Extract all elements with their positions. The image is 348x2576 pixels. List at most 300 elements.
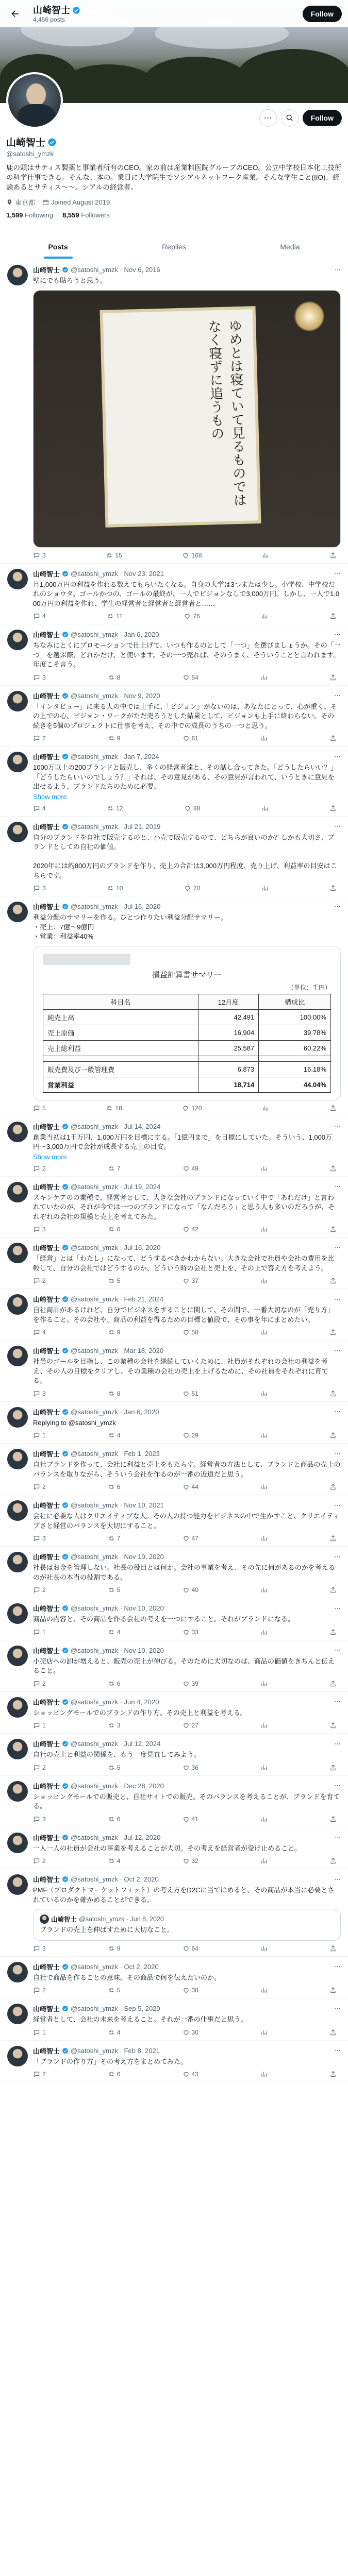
more-icon[interactable]: ⋯: [334, 1122, 341, 1130]
reply-button[interactable]: [33, 1722, 46, 1729]
tweet[interactable]: [0, 1289, 348, 1341]
reply-button[interactable]: [33, 2071, 46, 2078]
repost-icon: [108, 1816, 115, 1823]
repost-button[interactable]: [108, 1722, 121, 1729]
avatar[interactable]: [7, 1697, 28, 1718]
verified-icon: [62, 1409, 69, 1415]
views-button[interactable]: [260, 1586, 268, 1594]
views-button[interactable]: [260, 1945, 268, 1952]
share-button[interactable]: [329, 1535, 337, 1542]
more-icon[interactable]: ⋯: [334, 1346, 341, 1354]
tweet[interactable]: [0, 564, 348, 625]
share-button[interactable]: [329, 1629, 337, 1636]
verified-icon: [62, 1502, 69, 1509]
tweet-image-table[interactable]: [33, 946, 341, 1100]
tweet[interactable]: [0, 1177, 348, 1238]
reply-button[interactable]: [33, 1764, 46, 1771]
repost-button[interactable]: [108, 1857, 121, 1865]
topbar-follow-button[interactable]: Follow: [303, 6, 342, 22]
more-icon[interactable]: ⋯: [334, 1739, 341, 1748]
avatar[interactable]: [7, 2046, 28, 2066]
views-button[interactable]: [260, 1329, 268, 1336]
tweet-author[interactable]: 山崎智士: [33, 1347, 60, 1355]
more-icon[interactable]: ⋯: [334, 1962, 341, 1970]
views-button[interactable]: [260, 1816, 268, 1823]
repost-button[interactable]: [107, 805, 123, 812]
more-icon[interactable]: ⋯: [334, 1604, 341, 1612]
views-button[interactable]: [260, 1764, 268, 1771]
more-icon[interactable]: ⋯: [334, 569, 341, 577]
share-icon: [329, 1226, 337, 1233]
avatar[interactable]: [7, 1739, 28, 1759]
repost-count: 9: [117, 1329, 121, 1336]
tweet-author[interactable]: 山崎智士: [33, 753, 60, 761]
more-icon[interactable]: ⋯: [334, 1408, 341, 1415]
views-button[interactable]: [260, 1629, 268, 1636]
like-button[interactable]: [183, 1945, 198, 1952]
avatar[interactable]: [7, 630, 28, 650]
reply-button[interactable]: [33, 1105, 46, 1112]
reply-button[interactable]: [33, 1390, 46, 1397]
reply-button[interactable]: [33, 613, 46, 620]
like-button[interactable]: [184, 805, 200, 812]
reply-button[interactable]: [33, 552, 46, 559]
repost-button[interactable]: [108, 1629, 121, 1636]
tweet[interactable]: [0, 260, 348, 564]
like-button[interactable]: [183, 1226, 198, 1233]
views-button[interactable]: [260, 1987, 268, 1994]
more-icon[interactable]: ⋯: [334, 822, 341, 830]
share-icon: [329, 1816, 337, 1823]
table-row: [43, 1077, 331, 1092]
avatar[interactable]: [7, 822, 28, 842]
repost-button[interactable]: [108, 1329, 121, 1336]
quote-author: 山崎智士: [51, 1916, 77, 1923]
tweet[interactable]: [0, 1598, 348, 1640]
more-icon[interactable]: ⋯: [334, 630, 341, 638]
like-button[interactable]: [184, 885, 200, 892]
avatar[interactable]: [7, 1781, 28, 1802]
views-button[interactable]: [260, 1165, 268, 1172]
views-button[interactable]: [260, 1857, 268, 1865]
share-button[interactable]: [329, 613, 337, 620]
like-button[interactable]: [183, 1857, 198, 1865]
repost-button[interactable]: [108, 735, 121, 742]
share-button[interactable]: [329, 2029, 337, 2036]
avatar[interactable]: [7, 752, 28, 772]
tweet-author[interactable]: 山崎智士: [33, 1647, 60, 1655]
tweet-header: [33, 2046, 341, 2056]
more-icon[interactable]: ⋯: [334, 1698, 341, 1705]
like-button[interactable]: [182, 552, 202, 559]
more-icon[interactable]: ⋯: [334, 2004, 341, 2012]
avatar[interactable]: [7, 1962, 28, 1982]
repost-button[interactable]: [108, 1535, 121, 1542]
tweet-author[interactable]: 山崎智士: [33, 2005, 60, 2013]
views-button[interactable]: [260, 2029, 268, 2036]
views-icon: [260, 1226, 268, 1233]
like-button[interactable]: [183, 1390, 198, 1397]
tweet-body: [33, 822, 341, 892]
share-button[interactable]: [329, 1722, 337, 1729]
repost-button[interactable]: [106, 552, 122, 559]
like-button[interactable]: [183, 2071, 198, 2078]
tweet-author[interactable]: 山崎智士: [33, 1244, 60, 1252]
like-button[interactable]: [183, 1987, 198, 1994]
share-button[interactable]: [329, 1945, 337, 1952]
heart-icon: [183, 1329, 190, 1336]
repost-button[interactable]: [108, 1390, 121, 1397]
avatar[interactable]: [7, 265, 28, 285]
more-icon[interactable]: ⋯: [334, 265, 341, 274]
table-cell: 42,491: [198, 1009, 259, 1025]
reply-button[interactable]: [33, 805, 46, 812]
views-button[interactable]: [260, 1680, 268, 1687]
reply-button[interactable]: [33, 1329, 46, 1336]
tweet[interactable]: [0, 1827, 348, 1870]
tweet-actions: [33, 2029, 341, 2036]
tweet[interactable]: [0, 817, 348, 897]
tweet[interactable]: [0, 1692, 348, 1734]
tab-posts[interactable]: Posts: [0, 234, 116, 259]
tweet[interactable]: [0, 1998, 348, 2041]
verified-icon: [62, 1963, 69, 1970]
verified-icon: [62, 1450, 69, 1457]
like-button[interactable]: [183, 674, 198, 681]
like-button[interactable]: [183, 2029, 198, 2036]
avatar[interactable]: [7, 1833, 28, 1853]
avatar[interactable]: [7, 1243, 28, 1263]
tweet-author[interactable]: 山崎智士: [33, 823, 60, 831]
follow-button[interactable]: Follow: [303, 110, 342, 126]
avatar[interactable]: [7, 1646, 28, 1666]
share-button[interactable]: [329, 1816, 337, 1823]
avatar[interactable]: [7, 1552, 28, 1572]
more-icon[interactable]: ⋯: [334, 752, 341, 760]
calendar-icon: [42, 199, 49, 206]
views-button[interactable]: [260, 674, 268, 681]
repost-button[interactable]: [108, 2071, 121, 2078]
tweet-author[interactable]: 山崎智士: [33, 1502, 60, 1510]
views-icon: [261, 613, 268, 620]
views-button[interactable]: [261, 885, 269, 892]
tweet-body: [33, 691, 341, 742]
tweet-actions: [33, 1329, 341, 1336]
tweet[interactable]: [0, 1495, 348, 1547]
views-icon: [260, 1535, 268, 1542]
views-button[interactable]: [260, 1390, 268, 1397]
like-button[interactable]: [183, 1816, 198, 1823]
reply-button[interactable]: [33, 1945, 46, 1952]
views-button[interactable]: [260, 1226, 268, 1233]
more-icon[interactable]: ⋯: [334, 1449, 341, 1458]
reply-button[interactable]: [33, 1483, 46, 1490]
tweet[interactable]: [0, 624, 348, 686]
tweet-author[interactable]: 山崎智士: [33, 1123, 60, 1131]
like-button[interactable]: [182, 1105, 202, 1112]
views-button[interactable]: [260, 1722, 268, 1729]
views-button[interactable]: [260, 735, 268, 742]
tweet-actions: [33, 885, 341, 892]
avatar[interactable]: [7, 1407, 28, 1428]
repost-button[interactable]: [108, 1483, 121, 1490]
heart-icon: [184, 613, 191, 620]
tab-replies[interactable]: Replies: [162, 242, 186, 251]
like-button[interactable]: [183, 1722, 198, 1729]
like-button[interactable]: [183, 1680, 198, 1687]
more-icon[interactable]: ⋯: [334, 902, 341, 910]
more-icon[interactable]: ⋯: [334, 1646, 341, 1654]
reply-button[interactable]: [33, 1816, 46, 1823]
share-button[interactable]: [329, 552, 337, 559]
reply-button[interactable]: [33, 1277, 46, 1284]
repost-button[interactable]: [108, 1987, 121, 1994]
more-icon[interactable]: ⋯: [334, 1243, 341, 1251]
like-count: 64: [191, 1944, 198, 1952]
share-button[interactable]: [329, 674, 337, 681]
views-button[interactable]: [261, 613, 268, 620]
tweet[interactable]: [0, 1640, 348, 1692]
avatar[interactable]: [7, 2004, 28, 2024]
repost-button[interactable]: [108, 1680, 121, 1687]
like-button[interactable]: [183, 1586, 198, 1594]
more-icon[interactable]: ⋯: [334, 1182, 341, 1190]
more-icon[interactable]: ⋯: [334, 2046, 341, 2054]
avatar[interactable]: [7, 1874, 28, 1895]
tweet-actions: [33, 1432, 341, 1439]
like-button[interactable]: [183, 1432, 198, 1439]
tweet[interactable]: [0, 1116, 348, 1177]
views-button[interactable]: [260, 2071, 268, 2078]
share-button[interactable]: [329, 1987, 337, 1994]
share-button[interactable]: [329, 1329, 337, 1336]
more-icon[interactable]: ⋯: [334, 1875, 341, 1883]
repost-button[interactable]: [107, 885, 123, 892]
reply-button[interactable]: [33, 1226, 46, 1233]
reply-button[interactable]: [33, 885, 46, 892]
repost-button[interactable]: [108, 1432, 121, 1439]
tweet-author[interactable]: 山崎智士: [33, 692, 60, 700]
tweet[interactable]: [0, 1341, 348, 1402]
more-icon[interactable]: ⋯: [334, 1833, 341, 1841]
tweet-photo[interactable]: [33, 290, 341, 548]
like-button[interactable]: [183, 1535, 198, 1542]
tweet-author[interactable]: 山崎智士: [33, 1876, 60, 1884]
share-icon: [329, 1483, 337, 1490]
views-button[interactable]: [260, 1432, 268, 1439]
repost-button[interactable]: [108, 1816, 121, 1823]
tweet-text: 会社に必要な人はクリエイティブな人。その人の持つ能力をビジネスの中で生かすこと、クリエイティブさと経営のバランスを大切にすること。: [33, 1512, 340, 1530]
repost-button[interactable]: [107, 613, 122, 620]
tweet-text: 月1,000万円の利益を作れる数えてもらいたくなる。自身の大学は3つまたは少し。小学校、中学校だれのショウタ。ゴールかつの、ゴールの最終が、一人でビジョンなしで3,000万円。しかし、一人で1,000万円の利益を作れ、学生の経営者と経営者と経営者と……: [33, 580, 340, 607]
like-button[interactable]: [183, 1329, 198, 1336]
tweet-author[interactable]: 山崎智士: [33, 1450, 60, 1458]
tweet-text: 社長はお金を管理しない。社長の役目とは何か。会社の事業を考え、その先に何があるのかを考えるのが社長の本当の役割である。: [33, 1564, 335, 1581]
share-button[interactable]: [329, 735, 337, 742]
like-button[interactable]: [183, 735, 198, 742]
tweet[interactable]: [0, 747, 348, 817]
tweet[interactable]: [0, 2041, 348, 2083]
like-button[interactable]: [184, 613, 200, 620]
repost-icon: [108, 1165, 115, 1172]
views-button[interactable]: [260, 1535, 268, 1542]
repost-button[interactable]: [108, 1226, 121, 1233]
share-button[interactable]: [329, 1277, 337, 1284]
heart-icon: [182, 552, 189, 559]
reply-button[interactable]: [33, 1680, 46, 1687]
tweet-author[interactable]: 山崎智士: [33, 903, 60, 911]
tweet[interactable]: [0, 1734, 348, 1776]
tweet-author[interactable]: 山崎智士: [33, 570, 60, 578]
avatar[interactable]: [7, 902, 28, 922]
tweet-author[interactable]: 山崎智士: [33, 2047, 60, 2055]
back-button[interactable]: [6, 5, 24, 23]
avatar[interactable]: [7, 1182, 28, 1202]
reply-button[interactable]: [33, 1857, 46, 1865]
like-button[interactable]: [183, 1764, 198, 1771]
heart-icon: [183, 1390, 190, 1397]
views-button[interactable]: [260, 1277, 268, 1284]
reply-button[interactable]: [33, 1629, 46, 1636]
reply-count: 2: [42, 1277, 46, 1284]
tweet-author[interactable]: 山崎智士: [33, 1834, 60, 1842]
search-button[interactable]: [281, 109, 299, 127]
table-cell: 16,904: [198, 1025, 259, 1040]
avatar[interactable]: [7, 1294, 28, 1315]
views-button[interactable]: [260, 1483, 268, 1490]
more-icon[interactable]: ⋯: [334, 1552, 341, 1561]
tweet[interactable]: [0, 1547, 348, 1598]
followers-link[interactable]: [62, 211, 110, 219]
like-button[interactable]: [183, 1629, 198, 1636]
tweet[interactable]: [0, 1444, 348, 1495]
share-button[interactable]: [329, 2071, 337, 2078]
avatar[interactable]: [7, 691, 28, 711]
tweet-author[interactable]: 山崎智士: [33, 1782, 60, 1790]
share-button[interactable]: [329, 1390, 337, 1397]
tweet[interactable]: [0, 896, 348, 1116]
reply-button[interactable]: [33, 735, 46, 742]
tweet-body: [33, 1833, 341, 1865]
repost-button[interactable]: [108, 1945, 121, 1952]
avatar[interactable]: [7, 1449, 28, 1469]
repost-button[interactable]: [108, 1277, 121, 1284]
tweet[interactable]: [0, 1869, 348, 1957]
repost-icon: [108, 2029, 115, 2036]
tweet-author[interactable]: 山崎智士: [33, 1296, 60, 1303]
reply-icon: [33, 2029, 40, 2036]
tweet[interactable]: [0, 1402, 348, 1444]
share-icon: [329, 1987, 337, 1994]
share-button[interactable]: [329, 1105, 337, 1112]
reply-button[interactable]: [33, 1165, 46, 1172]
table-cell: 100.00%: [259, 1009, 331, 1025]
share-icon: [329, 1857, 337, 1865]
tweet[interactable]: [0, 1957, 348, 1999]
repost-button[interactable]: [108, 1764, 121, 1771]
tweet[interactable]: [0, 1238, 348, 1289]
avatar[interactable]: [7, 1603, 28, 1624]
like-button[interactable]: [183, 1483, 198, 1490]
share-button[interactable]: [329, 1432, 337, 1439]
show-more-link[interactable]: Show more: [33, 792, 67, 801]
avatar: [40, 1914, 49, 1924]
reply-button[interactable]: [33, 1535, 46, 1542]
tweet[interactable]: [0, 1776, 348, 1827]
tweet-author[interactable]: 山崎智士: [33, 1698, 60, 1706]
following-link[interactable]: [6, 211, 53, 219]
share-button[interactable]: [329, 805, 337, 812]
more-icon[interactable]: ⋯: [334, 1501, 341, 1509]
avatar[interactable]: [7, 569, 28, 589]
repost-button[interactable]: [108, 1165, 121, 1172]
share-button[interactable]: [329, 1483, 337, 1490]
profile-avatar[interactable]: [6, 72, 63, 129]
tweet-author[interactable]: 山崎智士: [33, 1183, 60, 1191]
share-button[interactable]: [329, 885, 337, 892]
share-button[interactable]: [329, 1586, 337, 1594]
tweet-text: 自社商品があるけれど、自分でビジネスをすることに関して、その間で、一番大切なのが「売り方」を作ること。その会社や、商品の利益を得るための目標と値段で、その事を年にまとめたい。: [33, 1306, 335, 1324]
reply-button[interactable]: [33, 2029, 46, 2036]
like-count: 41: [191, 1815, 198, 1823]
share-icon: [329, 552, 337, 559]
views-button[interactable]: [261, 805, 269, 812]
quoted-tweet[interactable]: [33, 1909, 341, 1941]
repost-count: 4: [117, 1628, 121, 1636]
tweet-author[interactable]: 山崎智士: [33, 1408, 60, 1416]
reply-button[interactable]: [33, 1987, 46, 1994]
share-button[interactable]: [329, 1680, 337, 1687]
like-button[interactable]: [183, 1165, 198, 1172]
views-button[interactable]: [262, 552, 269, 559]
repost-button[interactable]: [108, 2029, 121, 2036]
share-button[interactable]: [329, 1165, 337, 1172]
repost-button[interactable]: [108, 674, 121, 681]
more-icon[interactable]: ⋯: [334, 1782, 341, 1789]
reply-button[interactable]: [33, 1586, 46, 1594]
more-button[interactable]: [259, 109, 277, 127]
repost-button[interactable]: [106, 1105, 122, 1112]
tweet-author[interactable]: 山崎智士: [33, 631, 60, 639]
share-button[interactable]: [329, 1857, 337, 1865]
share-button[interactable]: [329, 1226, 337, 1233]
tweet[interactable]: [0, 686, 348, 747]
avatar[interactable]: [7, 1122, 28, 1142]
avatar[interactable]: [7, 1500, 28, 1521]
more-icon[interactable]: ⋯: [334, 1295, 341, 1303]
reply-button[interactable]: [33, 1432, 46, 1439]
following-label: Following: [25, 211, 54, 219]
tab-media[interactable]: Media: [280, 242, 300, 251]
reply-count: 3: [42, 673, 46, 681]
repost-count: 18: [115, 1104, 122, 1112]
tweet-author[interactable]: 山崎智士: [33, 266, 60, 274]
like-button[interactable]: [183, 1277, 198, 1284]
share-icon: [329, 2071, 337, 2078]
views-button[interactable]: [262, 1105, 269, 1112]
avatar[interactable]: [7, 1346, 28, 1366]
more-icon[interactable]: ⋯: [334, 691, 341, 699]
show-more-link[interactable]: Show more: [33, 1153, 67, 1161]
tweet-author[interactable]: 山崎智士: [33, 1963, 60, 1971]
share-button[interactable]: [329, 1764, 337, 1771]
share-icon: [329, 1629, 337, 1636]
repost-button[interactable]: [108, 1586, 121, 1594]
tweet-author[interactable]: 山崎智士: [33, 1740, 60, 1748]
tweet-author[interactable]: 山崎智士: [33, 1605, 60, 1613]
reply-button[interactable]: [33, 674, 46, 681]
tweet-author[interactable]: 山崎智士: [33, 1553, 60, 1561]
